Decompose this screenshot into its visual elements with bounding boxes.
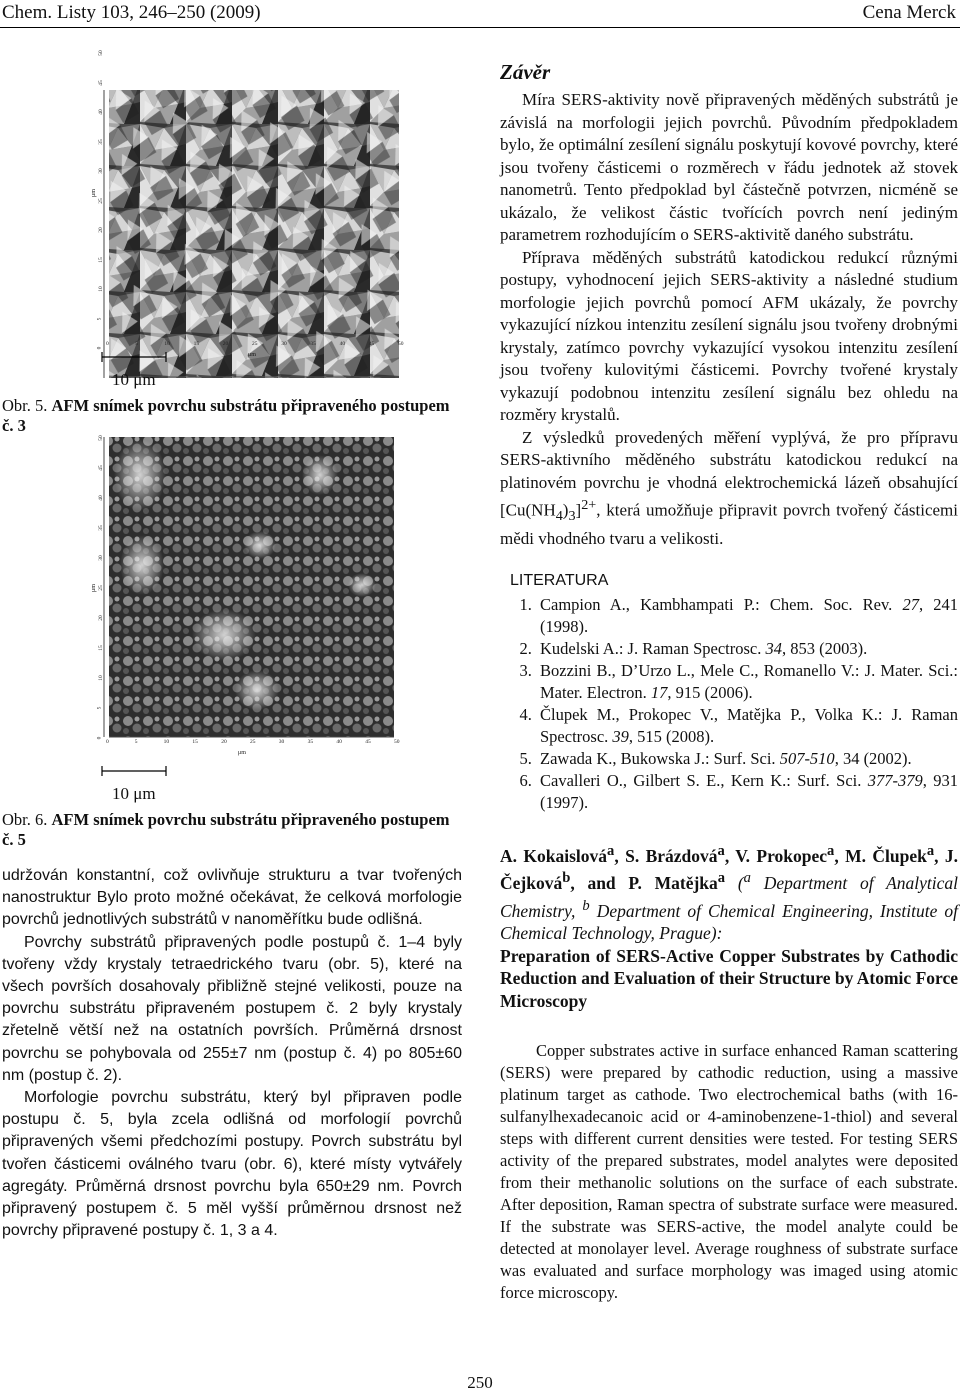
fig5-y-tick: 20 <box>97 227 104 233</box>
conclusion-paragraph-2: Příprava měděných substrátů katodickou redukcí různými postupy, vyhodnocení jejich SERS-aktivity a následné studium morfologie jejich povrchů pomocí AFM ukázaly, že povrchy vykazující nízkou intenzitu zesílení signálu jsou tvořeny drobnými krystaly, zatímco povrchy vykazující vysokou intenzitu zesílení jsou tvořeny kulovitými částicemi. Povrchy tvořené krystaly vykazují podobnou intenzitu zesílení signálu bez ohledu na rozměry krystalů. <box>500 247 958 424</box>
fig6-y-tick: 30 <box>97 555 104 561</box>
fig6-x-tick: 25 <box>250 739 256 745</box>
fig5-y-unit: μm <box>90 189 97 197</box>
right-column <box>500 40 958 1304</box>
conclusion-heading: Závěr <box>500 60 551 84</box>
fig5-y-tick: 50 <box>97 50 104 56</box>
fig6-y-tick: 20 <box>97 615 104 621</box>
fig6-x-tick: 50 <box>394 739 400 745</box>
figure-5 <box>2 40 462 435</box>
fig5-x-tick: 15 <box>193 341 200 347</box>
paragraph-morphology: Morfologie povrchu substrátu, který byl připraven podle postupu č. 5, byla zcela odlišná od morfologií povrchů připravených všemi předchozími postupy. Povrch substrátu byl tvořen částicemi oválného tvaru (obr. 6), které místy vytvářely agregáty. Průměrná drsnost povrchu byla 650±29 nm. Povrch připravený postupem č. 5 měl vyšší průměrnou drsnost než povrchy připravené postupy č. 1, 3 a 4. <box>2 1089 462 1240</box>
fig5-y-tick: 45 <box>97 79 104 86</box>
reference-item: 6. Cavalleri O., Gilbert S. E., Kern K.: Surf. Sci. 377-379, 931 (1997). <box>536 770 958 814</box>
fig5-axes <box>90 40 404 378</box>
reference-item: 1. Campion A., Kambhampati P.: Chem. Soc. Rev. 27, 241 (1998). <box>536 594 958 638</box>
reference-item: 5. Zawada K., Bukowska J.: Surf. Sci. 507-510, 34 (2002). <box>536 748 958 770</box>
fig5-scale-bar <box>100 352 170 362</box>
fig6-y-tick: 5 <box>96 706 103 710</box>
journal-citation: Chem. Listy 103, 246–250 (2009) <box>2 2 261 23</box>
fig5-y-tick: 35 <box>97 138 104 145</box>
fig6-y-tick: 10 <box>97 675 104 681</box>
fig6-y-tick: 40 <box>97 495 104 501</box>
fig5-caption <box>2 396 462 436</box>
fig5-x-tick: 35 <box>310 341 316 347</box>
fig5-caption-number: Obr. 5. <box>2 396 48 415</box>
fig5-y-tick: 40 <box>97 109 104 115</box>
fig5-y-tick: 15 <box>97 256 104 263</box>
fig6-x-tick: 40 <box>336 739 342 745</box>
conclusion-paragraph-3: Z výsledků provedených měření vyplývá, že pro přípravu SERS-aktivního měděného substrátu katodickou redukcí na platinovém povrchu je vhodná elektrochemická lázeň obsahující $[Cu(NH_4)_3]^{2+}$, která umožňuje připravit povrch tvořený částicemi mědi vhodného tvaru a velikosti. <box>500 427 958 548</box>
fig6-y-tick: 25 <box>97 585 104 591</box>
reference-list <box>500 594 958 814</box>
reference-item: 2. Kudelski A.: J. Raman Spectrosc. 34, 853 (2003). <box>536 638 958 660</box>
fig5-caption-text: AFM snímek povrchu substrátu připraveného postupem č. 3 <box>2 396 450 435</box>
english-title: Preparation of SERS-Active Copper Substrates by Cathodic Reduction and Evaluation of their Structure by Atomic Force Microscopy <box>500 945 958 1011</box>
fig5-y-tick: 10 <box>97 286 104 292</box>
paragraph-crystals: Povrchy substrátů připravených podle postupů č. 1–4 byly tvořeny vždy krystaly tetraedrického tvaru (obr. 5), které na všech površích dosahovaly přibližně stejné velikosti, pouze na povrchu substrátu připraveném postupem č. 2 byly krystaly zřetelně větší než na ostatních površích. Průměrná drsnost povrchu se pohybovala od 255±7 nm (postup č. 4) po 805±60 nm (postup č. 2). <box>2 933 462 1084</box>
fig5-x-tick: 0 <box>106 341 109 347</box>
fig5-y-tick: 30 <box>97 168 104 174</box>
header-right-label: Cena Merck <box>862 2 956 23</box>
fig6-y-tick: 35 <box>97 525 104 531</box>
fig6-x-tick: 35 <box>307 739 314 745</box>
english-abstract: Copper substrates active in surface enhanced Raman scattering (SERS) were prepared by cathodic reduction, using a massive platinum target as cathode. Two electrochemical baths (with 16-sulfanylhexadecanoic acid or 4-aminobenzene-1-thiol) and several steps with different current densities were tested. For testing SERS activity of the prepared substrates, model analytes were deposited from their methanolic solutions on the surface of each substrate. After deposition, Raman spectra of substrate surface were measured. If the substrate was SERS-active, the model analyte could be detected at monolayer level. Average roughness of substrate surface was evaluated and surface morphology was imaged using atomic force microscopy. <box>500 1041 958 1303</box>
reference-item: 3. Bozzini B., D’Urzo L., Mele C., Romanello V.: J. Mater. Sci.: Mater. Electron. 17, 915 (2006). <box>536 660 958 704</box>
fig6-x-tick: 45 <box>365 739 371 745</box>
left-body-text <box>2 865 462 1242</box>
fig5-x-tick: 25 <box>252 341 258 347</box>
fig6-caption-number: Obr. 6. <box>2 810 48 829</box>
fig5-x-tick: 10 <box>164 341 170 347</box>
fig5-x-tick: 5 <box>135 341 138 347</box>
fig6-x-tick: 30 <box>278 739 285 745</box>
fig5-y-tick: 0 <box>96 346 103 350</box>
fig5-x-tick: 45 <box>368 341 375 347</box>
fig6-y-tick: 15 <box>97 645 104 651</box>
fig5-x-tick: 20 <box>222 341 229 347</box>
fig6-x-tick: 0 <box>106 739 109 745</box>
fig6-x-tick: 10 <box>163 739 170 745</box>
fig5-x-unit: μm <box>248 352 256 358</box>
left-column <box>2 40 462 1242</box>
reference-item: 4. Člupek M., Prokopec V., Matějka P., Volka K.: J. Raman Spectrosc. 39, 515 (2008). <box>536 704 958 748</box>
fig6-x-tick: 5 <box>134 739 138 745</box>
header-rule <box>0 27 960 28</box>
fig5-scale-label: 10 μm <box>112 370 156 389</box>
english-authors: A. Kokaislová$^a$, S. Brázdová$^a$, V. Prokopec$^a$, M. Člupek$^a$, J. Čejková$^b$, and P. Matějka$^a$ ($^a$ Department of Analytical Chemistry, $^b$ Department of Chemical Engineering, Institute of Chemical Technology, Prague): <box>500 843 959 944</box>
fig5-x-tick: 30 <box>281 341 287 347</box>
fig6-scale-label: 10 μm <box>112 784 156 803</box>
conclusion-paragraph-1: Míra SERS-aktivity nově připravených měděných substrátů je závislá na morfologii jejich povrchů. Původním předpokladem bylo, že optimální zesílení signálu poskytují kovové povrchy, které jsou tvořeny částicemi o rozměrech v řádu jednotek až stovek nanometrů. Tento předpoklad byl částečně potvrzen, nicméně se ukázalo, že velikost částic tvořících povrch není jediným parametrem rozhodujícím o SERS-aktivitě daného substrátu. <box>500 90 958 244</box>
fig6-axes <box>90 435 400 765</box>
paragraph-continued: udržován konstantní, což ovlivňuje strukturu a tvar tvořených nanostruktur Bylo proto možné očekávat, že celková morfologie povrchů jednotlivých substrátů v nanoměřítku bude odlišná. <box>2 867 462 929</box>
fig6-x-tick: 20 <box>221 739 227 745</box>
fig5-x-tick: 40 <box>339 341 346 347</box>
fig6-y-tick: 50 <box>97 435 104 441</box>
fig6-y-tick: 0 <box>96 736 103 740</box>
fig5-y-tick: 5 <box>96 317 103 320</box>
figure-6 <box>2 435 462 855</box>
fig6-y-unit: μm <box>90 584 97 592</box>
fig5-x-tick: 50 <box>398 341 404 347</box>
fig6-scale-bar <box>100 766 170 776</box>
fig6-caption <box>2 810 462 850</box>
running-header <box>0 0 960 30</box>
fig6-y-tick: 45 <box>97 465 104 471</box>
page-number: 250 <box>467 1373 493 1392</box>
literature-heading: LITERATURA <box>510 572 609 590</box>
fig5-y-tick: 25 <box>97 197 104 204</box>
fig6-x-tick: 15 <box>192 739 198 745</box>
fig6-caption-text: AFM snímek povrchu substrátu připraveného postupem č. 5 <box>2 810 450 849</box>
fig6-x-unit: μm <box>238 750 246 756</box>
